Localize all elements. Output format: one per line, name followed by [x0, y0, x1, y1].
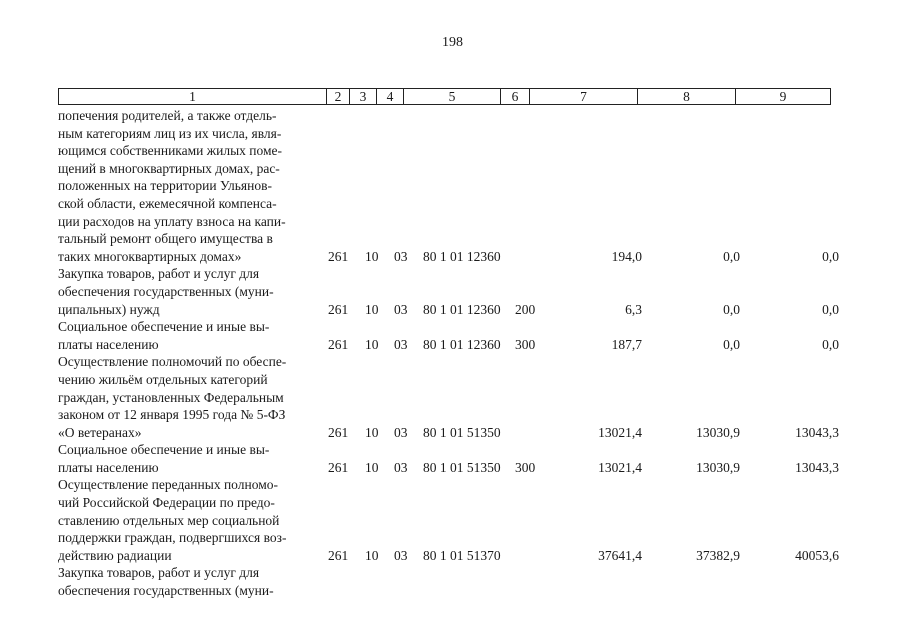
- ministry-code: 261: [328, 424, 349, 440]
- subsection-code: 03: [394, 336, 408, 352]
- amount-col-9: 0,0: [822, 248, 839, 264]
- section-code: 10: [365, 248, 379, 264]
- row-description: [58, 564, 320, 599]
- description-line: обеспечения государственных (муни-: [58, 583, 274, 599]
- column-header-cell: 5: [404, 89, 501, 105]
- page-number: 198: [442, 35, 463, 50]
- ministry-code: 261: [328, 248, 349, 264]
- ministry-code: 261: [328, 547, 349, 563]
- row-description: [58, 265, 320, 318]
- description-line: ской области, ежемесячной компенса-: [58, 195, 277, 211]
- description-line: ставлению отдельных мер социальной: [58, 512, 280, 528]
- section-code: 10: [365, 424, 379, 440]
- column-header-cell: 9: [736, 89, 831, 105]
- description-line: законом от 12 января 1995 года № 5-ФЗ: [58, 407, 286, 423]
- expense-type-code: 300: [515, 459, 536, 475]
- description-line: «О ветеранах»: [58, 424, 142, 440]
- amount-col-7: 13021,4: [598, 459, 642, 475]
- column-header-cell: 7: [530, 89, 638, 105]
- amount-col-7: 6,3: [625, 301, 642, 317]
- amount-col-9: 13043,3: [795, 459, 839, 475]
- amount-col-9: 13043,3: [795, 424, 839, 440]
- description-line: Закупка товаров, работ и услуг для: [58, 565, 260, 581]
- expense-type-code: 300: [515, 336, 536, 352]
- description-line: чению жильём отдельных категорий: [58, 371, 268, 387]
- amount-col-9: 0,0: [822, 336, 839, 352]
- section-code: 10: [365, 301, 379, 317]
- subsection-code: 03: [394, 459, 408, 475]
- description-line: попечения родителей, а также отдель-: [58, 108, 277, 123]
- amount-col-7: 187,7: [611, 336, 642, 352]
- ministry-code: 261: [328, 301, 349, 317]
- amount-col-9: 0,0: [822, 301, 839, 317]
- amount-col-7: 13021,4: [598, 424, 642, 440]
- table-row: [58, 353, 848, 441]
- description-line: обеспечения государственных (муни-: [58, 283, 274, 299]
- description-line: ным категориям лиц из их числа, явля-: [58, 125, 282, 141]
- column-header-cell: 6: [501, 89, 530, 105]
- section-code: 10: [365, 459, 379, 475]
- description-line: таких многоквартирных домах»: [58, 248, 242, 264]
- expense-type-code: 200: [515, 301, 536, 317]
- description-line: ципальных) нужд: [58, 301, 160, 317]
- target-article-code: 80 1 01 51370: [423, 547, 501, 563]
- description-line: ции расходов на уплату взноса на капи-: [58, 213, 286, 229]
- table-row: [58, 107, 848, 265]
- description-line: Социальное обеспечение и иные вы-: [58, 319, 270, 335]
- description-line: платы населению: [58, 336, 159, 352]
- description-line: граждан, установленных Федеральным: [58, 389, 284, 405]
- table-row: [58, 441, 848, 476]
- column-header-cell: 1: [59, 89, 327, 105]
- target-article-code: 80 1 01 12360: [423, 301, 501, 317]
- table-row: [58, 564, 848, 599]
- description-line: платы населению: [58, 459, 159, 475]
- subsection-code: 03: [394, 547, 408, 563]
- subsection-code: 03: [394, 248, 408, 264]
- column-header-cell: 3: [350, 89, 377, 105]
- description-line: чий Российской Федерации по предо-: [58, 495, 275, 511]
- budget-table-body: [58, 107, 848, 600]
- column-header-cell: 8: [638, 89, 736, 105]
- column-header-table: [58, 88, 831, 105]
- amount-col-7: 37641,4: [598, 547, 642, 563]
- table-row: [58, 476, 848, 564]
- column-header-row: [59, 89, 831, 105]
- amount-col-8: 0,0: [723, 248, 740, 264]
- amount-col-8: 13030,9: [696, 459, 740, 475]
- subsection-code: 03: [394, 424, 408, 440]
- amount-col-8: 0,0: [723, 301, 740, 317]
- column-header-cell: 4: [377, 89, 404, 105]
- description-line: Осуществление полномочий по обеспе-: [58, 354, 287, 370]
- description-line: ющимся собственниками жилых поме-: [58, 143, 283, 159]
- ministry-code: 261: [328, 459, 349, 475]
- amount-col-8: 0,0: [723, 336, 740, 352]
- row-description: [58, 441, 320, 476]
- description-line: Осуществление переданных полномо-: [58, 477, 278, 493]
- description-line: поддержки граждан, подвергшихся воз-: [58, 530, 287, 546]
- section-code: 10: [365, 336, 379, 352]
- description-line: тальный ремонт общего имущества в: [58, 231, 273, 247]
- row-description: [58, 476, 320, 564]
- table-row: [58, 265, 848, 318]
- row-description: [58, 107, 320, 265]
- subsection-code: 03: [394, 301, 408, 317]
- description-line: Социальное обеспечение и иные вы-: [58, 442, 270, 458]
- target-article-code: 80 1 01 12360: [423, 248, 501, 264]
- description-line: действию радиации: [58, 547, 172, 563]
- description-line: положенных на территории Ульянов-: [58, 178, 272, 194]
- row-description: [58, 318, 320, 353]
- section-code: 10: [365, 547, 379, 563]
- amount-col-8: 13030,9: [696, 424, 740, 440]
- description-line: Закупка товаров, работ и услуг для: [58, 266, 260, 282]
- column-header-cell: 2: [327, 89, 350, 105]
- target-article-code: 80 1 01 51350: [423, 424, 501, 440]
- target-article-code: 80 1 01 12360: [423, 336, 501, 352]
- ministry-code: 261: [328, 336, 349, 352]
- amount-col-7: 194,0: [611, 248, 642, 264]
- amount-col-9: 40053,6: [795, 547, 839, 563]
- table-row: [58, 318, 848, 353]
- description-line: щений в многоквартирных домах, рас-: [58, 160, 280, 176]
- target-article-code: 80 1 01 51350: [423, 459, 501, 475]
- amount-col-8: 37382,9: [696, 547, 740, 563]
- row-description: [58, 353, 320, 441]
